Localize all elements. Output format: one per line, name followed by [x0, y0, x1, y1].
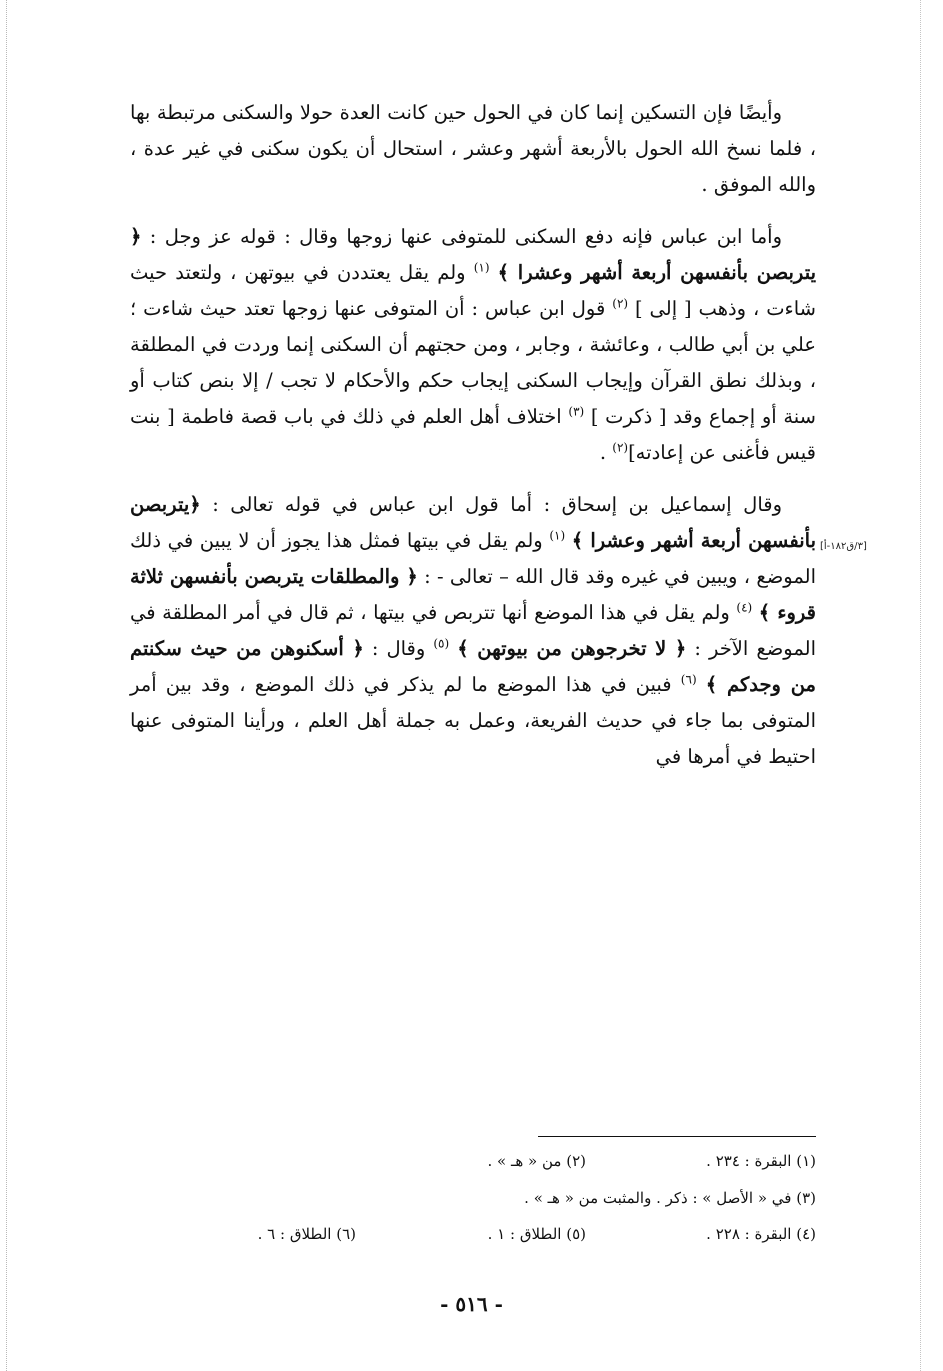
footnote-row-2 — [130, 1187, 816, 1209]
footnote-1: (١) البقرة : ٢٣٤ . — [706, 1152, 816, 1170]
footnote-ref: (٢) — [612, 296, 629, 311]
paragraph-2-text-e: . — [599, 441, 613, 464]
manuscript-folio-marker: [٣/ق١٨٢-أ] — [820, 541, 867, 552]
left-dotted-margin — [6, 0, 7, 1371]
quran-quote: ﴿ والمطلقات يتربصن بأنفسهن ثلاثة قروء ﴾ — [130, 565, 816, 624]
paragraph-1 — [130, 95, 816, 203]
footnote-ref: (٣) — [568, 404, 585, 419]
footnote-row-1 — [130, 1150, 816, 1172]
footnote-ref: (٥) — [433, 636, 450, 651]
footnote-ref: (٤) — [736, 600, 753, 615]
right-dotted-margin — [920, 0, 921, 1371]
footnote-ref: (١) — [549, 528, 566, 543]
footnote-ref: (٢) — [612, 440, 629, 455]
paragraph-3-text-b: ولم يقل في بيتها فمثل هذا يجوز أن لا يبين في ذلك الموضع ، ويبين في غيره وقد قال الله – تعالى - : — [130, 529, 816, 588]
footnote-ref: (٦) — [680, 672, 697, 687]
footnote-row-3 — [130, 1223, 816, 1245]
footnote-4: (٤) البقرة : ٢٢٨ . — [706, 1225, 816, 1243]
footnote-separator — [538, 1136, 816, 1137]
quran-quote: ﴿ يتربصن بأنفسهن أربعة أشهر وعشرا ﴾ — [130, 225, 817, 284]
footnote-5: (٥) الطلاق : ١ . — [487, 1225, 586, 1243]
paragraph-3 — [130, 487, 816, 775]
footnote-3: (٣) في « الأصل » : ذكر . والمثبت من « هـ » . — [524, 1189, 816, 1207]
quran-quote: ﴿يتربصن بأنفسهن أربعة أشهر وعشرا ﴾ — [130, 493, 816, 552]
paragraph-2 — [130, 219, 816, 471]
footnote-2: (٢) من « هـ » . — [487, 1152, 586, 1170]
paragraph-2-text-c: قول ابن عباس : أن المتوفى عنها زوجها تعتد حيث شاءت ؛ علي بن أبي طالب ، وعائشة ، وجابر ، ومن حجتهم أن السكنى إنما وردت في المطلقة ، وبذلك نطق القرآن وإيجاب السكنى إيجاب حكم والأحكام لا تجب / إلا بنص كتاب أو سنة أو إجماع وقد [ ذكرت ] — [130, 297, 817, 428]
quran-quote: ﴿ أسكنوهن من حيث سكنتم من وجدكم ﴾ — [130, 637, 816, 696]
paragraph-1-text: وأيضًا فإن التسكين إنما كان في الحول حين كانت العدة حولا والسكنى مرتبطة بها ، فلما نسخ الله الحول بالأربعة أشهر وعشر ، استحال أن يكون سكنى في غير عدة ، والله الموفق . — [130, 101, 816, 196]
page-number: - ٥١٦ - — [440, 1292, 503, 1316]
main-text — [130, 95, 816, 791]
paragraph-3-text-c: ولم يقل في هذا الموضع أنها تتربص في بيتها ، ثم قال في أمر المطلقة في الموضع الآخر : — [130, 601, 816, 660]
paragraph-2-text-d: اختلاف أهل العلم في ذلك في باب قصة فاطمة [ بنت قيس فأغنى عن إعادته] — [130, 405, 816, 464]
quran-quote: ﴿ لا تخرجوهن من بيوتهن ﴾ — [457, 637, 687, 660]
paragraph-3-text-e: فبين في هذا الموضع ما لم يذكر في ذلك الموضع ، وقد بين أمر المتوفى بما جاء في حديث الفريعة، وعمل به جملة أهل العلم ، ورأينا المتوفى عنها احتيط في أمرها في — [130, 673, 816, 768]
paragraph-3-text-a: وقال إسماعيل بن إسحاق : أما قول ابن عباس في قوله تعالى : — [200, 493, 782, 516]
paragraph-3-text-d: وقال : — [363, 637, 434, 660]
paragraph-2-text-a: وأما ابن عباس فإنه دفع السكنى للمتوفى عنها زوجها وقال : قوله عز وجل : — [141, 225, 782, 248]
footnote-ref: (١) — [473, 260, 490, 275]
footnote-6: (٦) الطلاق : ٦ . — [257, 1225, 356, 1243]
paragraph-2-text-b: ولم يقل يعتددن في بيوتهن ، ولتعتد حيث شاءت ، وذهب [ إلى ] — [130, 261, 817, 320]
